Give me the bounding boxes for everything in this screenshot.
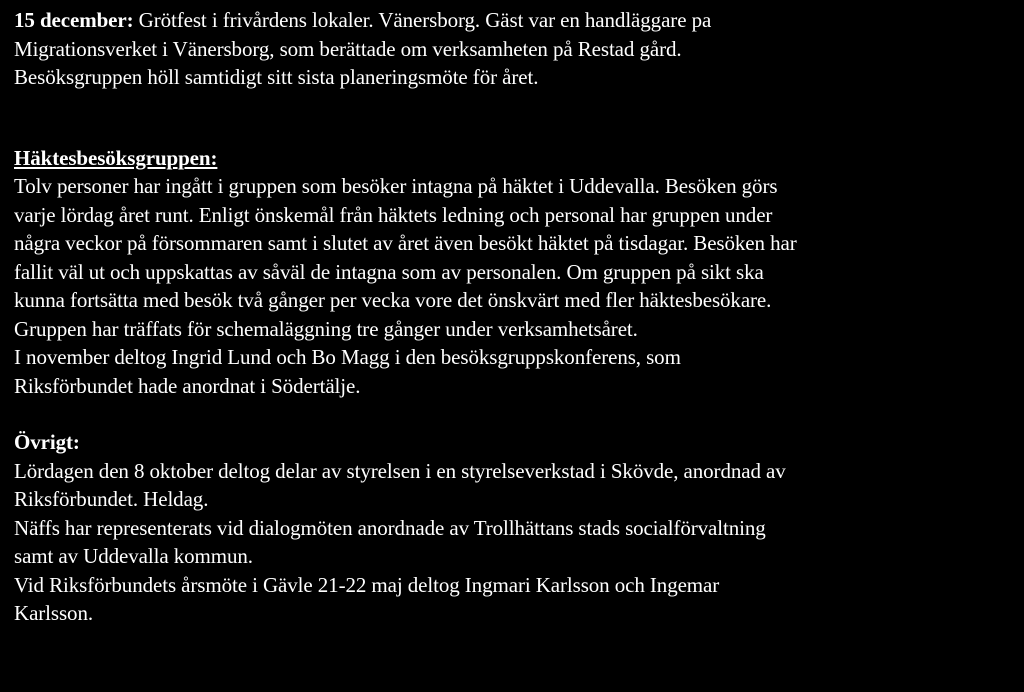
ovrigt-line-5: Vid Riksförbundets årsmöte i Gävle 21-22 maj deltog Ingmari Karlsson och Ingemar [14, 572, 720, 597]
haktes-line-8: Riksförbundet hade anordnat i Södertälje. [14, 373, 361, 398]
december-line-2: Migrationsverket i Vänersborg, som berättade om verksamheten på Restad gård. [14, 36, 682, 61]
document-page [14, 6, 1014, 628]
december-line-1-text: Grötfest i frivårdens lokaler. Vänersborg. Gäst var en handläggare pa [133, 8, 712, 32]
haktes-line-1: Tolv personer har ingått i gruppen som besöker intagna på häktet i Uddevalla. Besöken görs [14, 174, 778, 198]
ovrigt-line-6: Karlsson. [14, 601, 94, 625]
ovrigt-line-1: Lördagen den 8 oktober deltog delar av styrelsen i en styrelseverkstad i Skövde, anordnad av [14, 458, 786, 483]
december-lead: 15 december: [14, 8, 134, 32]
haktes-line-2: varje lördag året runt. Enligt önskemål från häktets ledning och personal har gruppen under [14, 202, 773, 227]
haktes-line-3: några veckor på försommaren samt i slutet av året även besökt häktet på tisdagar. Besöken har [14, 231, 797, 255]
december-line-1 [14, 6, 1014, 35]
haktes-line-6: Gruppen har träffats för schemaläggning tre gånger under verksamhetsåret. [14, 316, 638, 341]
ovrigt-heading: Övrigt: [14, 430, 80, 454]
ovrigt-line-3: Näffs har representerats vid dialogmöten anordnade av Trollhättans stads socialförvaltning [14, 515, 766, 540]
haktes-line-4: fallit väl ut och uppskattas av såväl de intagna som av personalen. Om gruppen på sikt ska [14, 259, 764, 284]
section-ovrigt [14, 428, 1014, 628]
haktes-line-7: I november deltog Ingrid Lund och Bo Magg i den besöksgruppskonferens, som [14, 345, 681, 369]
spacer [14, 400, 1014, 428]
spacer [14, 92, 1014, 144]
haktes-line-5: kunna fortsätta med besök två gånger per vecka vore det önskvärt med fler häktesbesökare. [14, 288, 772, 312]
haktes-heading: Häktesbesöksgruppen: [14, 145, 218, 170]
section-december [14, 6, 1014, 92]
ovrigt-line-4: samt av Uddevalla kommun. [14, 544, 253, 568]
ovrigt-line-2: Riksförbundet. Heldag. [14, 487, 209, 511]
december-line-3: Besöksgruppen höll samtidigt sitt sista planeringsmöte för året. [14, 65, 539, 89]
section-haktesbesoksgruppen [14, 144, 1014, 401]
